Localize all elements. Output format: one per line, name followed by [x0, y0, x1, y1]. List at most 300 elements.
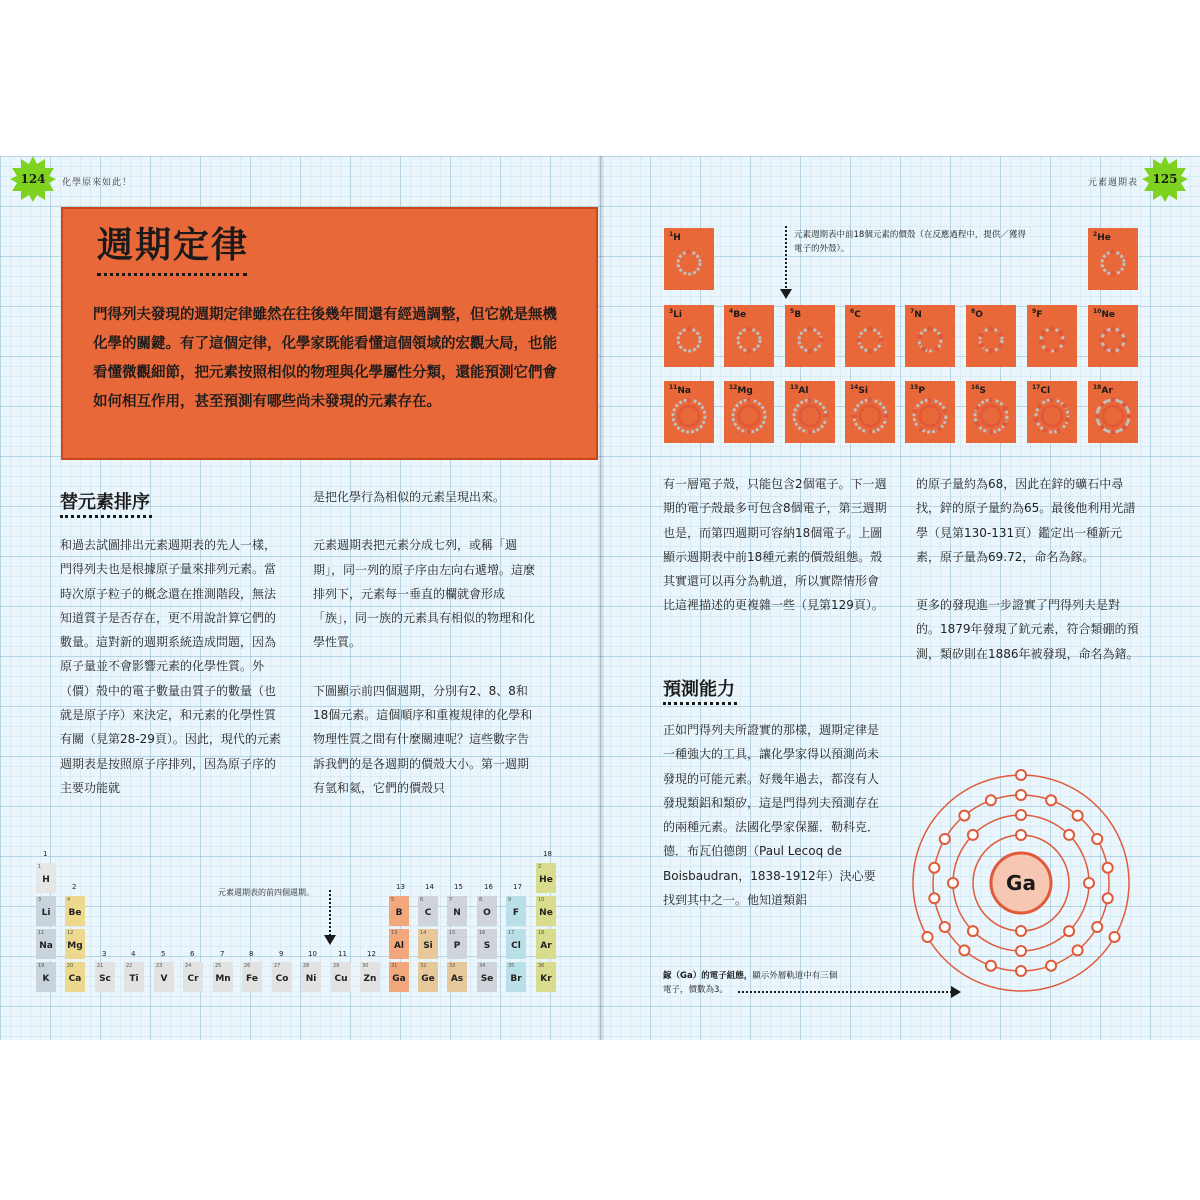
element-cell-mn — [213, 962, 233, 992]
element-symbol: Ar — [540, 941, 552, 951]
electron-dot — [1065, 417, 1070, 422]
ga-electron — [1064, 830, 1074, 840]
valence-shell-icon — [664, 238, 714, 288]
atomic-number: 4 — [67, 897, 71, 903]
electron-dot — [1099, 402, 1104, 407]
inner-shell — [920, 406, 940, 426]
element-symbol: He — [539, 875, 553, 885]
element-cell-f — [506, 896, 526, 926]
valence-shell-icon — [724, 391, 774, 441]
electron-dot — [1110, 429, 1115, 434]
electron-dot — [938, 334, 943, 339]
electron-dot — [867, 348, 872, 353]
electron-dot — [878, 337, 883, 342]
section-underline — [663, 702, 737, 705]
atomic-number: 17 — [508, 930, 515, 936]
col4-paragraph-1: 的原子量約為68，因此在鋅的礦石中尋找，鋅的原子量約為65。最後他利用光譜學（見第130-131頁）鑑定出一種新元素，原子量為69.72，命名為鎵。 — [916, 477, 1136, 564]
section-heading-prediction: 預測能力 — [663, 679, 735, 700]
table-annotation: 元素週期表的前四個週期。 — [218, 888, 314, 897]
ga-electron — [1016, 770, 1026, 780]
dotted-arrow-icon — [779, 226, 793, 300]
atomic-number: 30 — [362, 963, 369, 969]
element-cell-ga — [389, 962, 409, 992]
atomic-number: 12 — [67, 930, 74, 936]
electron-dot — [686, 326, 691, 331]
title-underline — [97, 273, 247, 276]
atomic-number: 27 — [274, 963, 281, 969]
valence-shell-icon — [724, 315, 774, 365]
atomic-number: 22 — [126, 963, 133, 969]
ga-electron — [1064, 926, 1074, 936]
electron-dot — [1062, 403, 1067, 408]
valence-card-symbol: $^{11}$Na — [669, 384, 691, 396]
text-column-2 — [313, 485, 538, 800]
group-number: 9 — [279, 950, 284, 958]
atomic-number: 25 — [215, 963, 222, 969]
atomic-number: 11 — [38, 930, 45, 936]
ga-electron — [1016, 946, 1026, 956]
group-number: 2 — [72, 883, 77, 891]
shell-annotation: 元素週期表中前18個元素的價殼（在反應過程中，提供／獲得電子的外殼）。 — [794, 230, 1026, 254]
electron-dot — [1122, 425, 1127, 430]
element-cell-na — [36, 929, 56, 959]
electron-dot — [1041, 331, 1046, 336]
element-symbol: Ca — [68, 974, 82, 984]
valence-shell-icon — [905, 391, 955, 441]
ga-electron — [929, 863, 939, 873]
element-symbol: C — [424, 908, 432, 918]
atomic-number: 8 — [479, 897, 483, 903]
group-number: 13 — [396, 883, 405, 891]
element-symbol: P — [453, 941, 461, 951]
atomic-number: 13 — [391, 930, 398, 936]
group-number: 18 — [543, 850, 552, 858]
valence-shell-icon — [905, 315, 955, 365]
element-symbol: H — [42, 875, 50, 885]
element-symbol: Si — [423, 941, 433, 951]
atomic-number: 9 — [508, 897, 512, 903]
valence-shell-icon — [1027, 391, 1077, 441]
element-symbol: As — [450, 974, 464, 984]
electron-dot — [1060, 340, 1065, 345]
element-cell-b — [389, 896, 409, 926]
electron-dot — [1045, 347, 1050, 352]
ga-electron — [1092, 922, 1102, 932]
text-column-3 — [663, 472, 887, 618]
valence-card-n — [905, 305, 955, 367]
atomic-number: 28 — [303, 963, 310, 969]
element-cell-ca — [65, 962, 85, 992]
ga-electron — [1103, 863, 1113, 873]
col4-paragraph-2: 更多的發現進一步證實了門得列夫是對的。1879年發現了鈧元素，符合類硼的預測，類矽則在1886年被發現，命名為鍺。 — [916, 598, 1139, 661]
element-symbol: Mn — [215, 974, 231, 984]
ga-electron — [986, 961, 996, 971]
element-cell-se — [477, 962, 497, 992]
element-cell-cu — [331, 962, 351, 992]
element-cell-mg — [65, 929, 85, 959]
atomic-number: 10 — [538, 897, 545, 903]
electron-dot — [1103, 345, 1108, 350]
ga-electron — [986, 795, 996, 805]
element-symbol: Li — [41, 908, 51, 918]
electron-dot — [1110, 348, 1115, 353]
group-number: 16 — [484, 883, 493, 891]
ga-electron — [1110, 932, 1120, 942]
valence-shell-icon — [1088, 315, 1138, 365]
element-cell-p — [447, 929, 467, 959]
valence-card-symbol: $^2$He — [1093, 231, 1111, 243]
valence-card-symbol: $^5$B — [790, 308, 802, 320]
ga-electron — [1103, 893, 1113, 903]
electron-dot — [818, 337, 823, 342]
inner-shell — [800, 406, 820, 426]
page-number-left: 124 — [20, 172, 46, 186]
group-number: 6 — [190, 950, 195, 958]
valence-card-symbol: $^{15}$P — [910, 384, 925, 396]
electron-dot — [921, 346, 926, 351]
group-number: 15 — [454, 883, 463, 891]
electron-dot — [1002, 421, 1007, 426]
inner-shell — [739, 406, 759, 426]
element-cell-al — [389, 929, 409, 959]
group-number: 1 — [43, 850, 48, 858]
valence-card-symbol: $^4$Be — [729, 308, 747, 320]
atomic-number: 23 — [156, 963, 163, 969]
valence-card-symbol: $^{13}$Al — [790, 384, 809, 396]
atomic-number: 5 — [391, 897, 395, 903]
valence-card-symbol: $^1$H — [669, 231, 681, 243]
electron-dot — [1049, 326, 1054, 331]
atomic-number: 21 — [97, 963, 104, 969]
valence-card-symbol: $^3$Li — [669, 308, 683, 320]
atomic-number: 15 — [449, 930, 456, 936]
element-cell-h — [36, 863, 56, 893]
electron-dot — [1094, 413, 1099, 418]
intro-box — [61, 207, 598, 460]
section-underline — [60, 515, 152, 518]
valence-card-o — [966, 305, 1016, 367]
ga-electron — [940, 834, 950, 844]
valence-card-na — [664, 381, 714, 443]
element-symbol: K — [42, 974, 50, 984]
element-symbol: Al — [393, 941, 405, 951]
electron-dot — [927, 326, 932, 331]
ga-electron — [1016, 830, 1026, 840]
electron-dot — [1002, 405, 1007, 410]
electron-dot — [1099, 425, 1104, 430]
electron-dot — [934, 346, 939, 351]
element-symbol: O — [483, 908, 491, 918]
atomic-number: 33 — [449, 963, 456, 969]
ga-electron — [948, 878, 958, 888]
element-cell-ge — [418, 962, 438, 992]
atomic-number: 20 — [67, 963, 74, 969]
valence-shell-icon — [785, 391, 835, 441]
electron-dot — [867, 429, 872, 434]
group-number: 17 — [513, 883, 522, 891]
valence-card-f — [1027, 305, 1077, 367]
valence-card-he — [1088, 228, 1138, 290]
page-title: 週期定律 — [97, 224, 250, 266]
inner-shell — [1042, 406, 1062, 426]
electron-dot — [746, 397, 751, 402]
page-number-right: 125 — [1152, 172, 1178, 186]
ga-electron — [929, 893, 939, 903]
element-cell-ar — [536, 929, 556, 959]
element-symbol: F — [512, 908, 520, 918]
atomic-number: 26 — [244, 963, 251, 969]
running-head-right: 元素週期表 — [1088, 178, 1139, 188]
group-number: 3 — [102, 950, 107, 958]
col2-paragraph-2: 元素週期表把元素分成七列，或稱「週期」，同一列的原子序由左向右遞增。這麼排列下，元素每一垂直的欄就會形成「族」，同一族的元素具有相似的物理和化學性質。 — [313, 538, 536, 650]
valence-shell-icon — [1027, 315, 1077, 365]
electron-dot — [807, 348, 812, 353]
text-column-4 — [916, 472, 1140, 666]
valence-shell-ring — [799, 329, 821, 351]
valence-card-ne — [1088, 305, 1138, 367]
col2-paragraph-3: 下圖顯示前四個週期，分別有2、8、8和18個元素。這個順序和重複規律的化學和物理性質之間有什麼關連呢？這些數字告訴我們的是各週期的價殼大小。第一週期有氫和氦，它們的價殼只 — [313, 683, 533, 795]
electron-dot — [988, 348, 993, 353]
valence-shell-icon — [785, 315, 835, 365]
electron-dot — [1110, 397, 1115, 402]
electron-dot — [1122, 402, 1127, 407]
ga-electron — [1073, 945, 1083, 955]
electron-dot — [856, 337, 861, 342]
electron-dot — [807, 326, 812, 331]
atomic-number: 19 — [38, 963, 45, 969]
electron-dot — [1110, 271, 1115, 276]
electron-dot — [1126, 413, 1131, 418]
col3b-paragraph: 正如門得列夫所證實的那樣，週期定律是一種強大的工具，讓化學家得以預測尚未發現的可能元素。好幾年過去，都沒有人發現類鋁和類矽，這是門得列夫預測存在的兩種元素。法國化學家保羅．勒科克．德．布瓦伯德朗（Paul Lecoq de Boisbaudran，1838-1912年）決心要找到其中之一。他知道類鋁 — [663, 723, 880, 908]
atomic-number: 24 — [185, 963, 192, 969]
inner-shell — [1103, 406, 1123, 426]
electron-dot — [1121, 337, 1126, 342]
valence-shell-ring — [980, 329, 1002, 351]
element-cell-be — [65, 896, 85, 926]
valence-card-symbol: $^{17}$Cl — [1032, 384, 1051, 396]
valence-card-be — [724, 305, 774, 367]
ga-electron — [1046, 961, 1056, 971]
element-symbol: Ga — [392, 974, 406, 984]
valence-card-s — [966, 381, 1016, 443]
valence-card-c — [845, 305, 895, 367]
electron-dot — [975, 421, 980, 426]
element-cell-co — [272, 962, 292, 992]
text-column-1 — [60, 533, 285, 800]
col2-paragraph-1: 是把化學行為相似的元素呈現出來。 — [313, 490, 506, 504]
text-column-3b — [663, 718, 887, 912]
element-symbol: Na — [39, 941, 53, 951]
electron-dot — [918, 426, 923, 431]
element-cell-li — [36, 896, 56, 926]
element-cell-cl — [506, 929, 526, 959]
running-head-left: 化學原來如此！ — [62, 178, 133, 188]
atomic-number: 36 — [538, 963, 545, 969]
element-cell-ti — [124, 962, 144, 992]
atomic-number: 32 — [420, 963, 427, 969]
valence-shell-ring — [678, 329, 700, 351]
valence-shell-ring — [738, 329, 760, 351]
element-symbol: Ti — [129, 974, 139, 984]
electron-dot — [1103, 330, 1108, 335]
atomic-number: 3 — [38, 897, 42, 903]
atomic-number: 34 — [479, 963, 486, 969]
element-cell-sc — [95, 962, 115, 992]
electron-dot — [1110, 249, 1115, 254]
element-cell-n — [447, 896, 467, 926]
ga-electron — [1016, 926, 1026, 936]
element-symbol: Mg — [67, 941, 83, 951]
atomic-number: 7 — [449, 897, 453, 903]
electron-dot — [1049, 397, 1054, 402]
electron-dot — [1034, 417, 1039, 422]
ga-caption-bold: 鎵（Ga）的電子組態， — [663, 971, 753, 981]
electron-dot — [912, 409, 917, 414]
group-number: 10 — [308, 950, 317, 958]
ga-electron — [1073, 811, 1083, 821]
gallium-atom-diagram — [908, 764, 1134, 1002]
element-cell-s — [477, 929, 497, 959]
electron-dot — [998, 343, 1003, 348]
ga-symbol: Ga — [1006, 871, 1036, 895]
element-symbol: B — [395, 908, 403, 918]
element-cell-he — [536, 863, 556, 893]
electron-dot — [1054, 347, 1059, 352]
element-cell-fe — [242, 962, 262, 992]
valence-shell-icon — [1088, 391, 1138, 441]
page-number-badge-right — [1142, 156, 1188, 202]
electron-dot — [686, 397, 691, 402]
element-cell-o — [477, 896, 497, 926]
valence-shell-icon — [845, 391, 895, 441]
element-cell-cr — [183, 962, 203, 992]
electron-dot — [1099, 337, 1104, 342]
col1-paragraph: 和過去試圖排出元素週期表的先人一樣，門得列夫也是根據原子量來排列元素。當時次原子粒子的概念還在推測階段，無法知道質子是否存在，更不用說計算它們的數量。這對新的週期系統造成問題，因為原子量並不會影響元素的化學性質。外（價）殼中的電子數量由質子的數量（也就是原子序）來決定，和元素的化學性質有關（見第28-29頁）。因此，現代的元素週期表是按照原子序排列，因為原子序的主要功能就 — [60, 538, 281, 795]
electron-dot — [979, 343, 984, 348]
electron-dot — [807, 429, 812, 434]
electron-dot — [927, 397, 932, 402]
col3-paragraph: 有一層電子殼，只能包含2個電子。下一週期的電子殼最多可包含8個電子，第三週期也是，而第四週期可容納18個電子。上圖顯示週期表中前18種元素的價殼組態。殼其實還可以再分為軌道，所以實際情形會比這裡描述的更複雜一些（見第129頁）。 — [663, 477, 887, 613]
page-number-badge-left — [10, 156, 56, 202]
valence-card-mg — [724, 381, 774, 443]
valence-shell-ring — [1102, 252, 1124, 274]
element-symbol: Ni — [305, 974, 317, 984]
element-cell-as — [447, 962, 467, 992]
electron-dot — [1118, 345, 1123, 350]
ga-caption-line2: 電子，價數為3。 — [663, 985, 728, 995]
element-symbol: Kr — [540, 974, 552, 984]
valence-shell-icon — [845, 315, 895, 365]
intro-text: 門得列夫發現的週期定律雖然在往後幾年間還有經過調整，但它就是無機化學的關鍵。有了這個定律，化學家既能看懂這個領域的宏觀大局，也能看懂微觀細節，把元素按照相似的物理與化學屬性分類，還能預測它們會如何相互作用，甚至預測有哪些尚未發現的元素存在。 — [93, 307, 557, 410]
dotted-arrow-icon — [323, 890, 337, 946]
electron-dot — [746, 326, 751, 331]
group-number: 7 — [220, 950, 225, 958]
element-symbol: Cu — [334, 974, 348, 984]
ga-electron — [1016, 810, 1026, 820]
element-symbol: V — [160, 974, 168, 984]
valence-card-symbol: $^6$C — [850, 308, 861, 320]
electron-dot — [867, 397, 872, 402]
element-symbol: Ge — [421, 974, 435, 984]
element-cell-k — [36, 962, 56, 992]
inner-shell — [981, 406, 1001, 426]
valence-card-symbol: $^{12}$Mg — [729, 384, 753, 396]
electron-dot — [917, 334, 922, 339]
ga-electron — [1016, 790, 1026, 800]
atomic-number: 14 — [420, 930, 427, 936]
element-symbol: Se — [480, 974, 494, 984]
valence-card-symbol: $^7$N — [910, 308, 922, 320]
electron-dot — [1056, 428, 1061, 433]
ga-electron — [923, 932, 933, 942]
element-symbol: Be — [68, 908, 82, 918]
element-symbol: Zn — [363, 974, 377, 984]
electron-dot — [823, 413, 828, 418]
valence-card-cl — [1027, 381, 1077, 443]
electron-dot — [988, 429, 993, 434]
atomic-number: 29 — [333, 963, 340, 969]
valence-card-symbol: $^{10}$Ne — [1093, 308, 1115, 320]
valence-card-symbol: $^{18}$Ar — [1093, 384, 1113, 396]
electron-dot — [746, 348, 751, 353]
element-symbol: Cr — [187, 974, 199, 984]
group-number: 12 — [367, 950, 376, 958]
electron-dot — [746, 429, 751, 434]
inner-shell — [860, 406, 880, 426]
element-cell-ne — [536, 896, 556, 926]
element-cell-kr — [536, 962, 556, 992]
valence-card-p — [905, 381, 955, 443]
ga-electron — [968, 830, 978, 840]
group-number: 4 — [131, 950, 136, 958]
group-number: 5 — [161, 950, 166, 958]
element-symbol: Ne — [539, 908, 553, 918]
valence-shell-icon — [664, 391, 714, 441]
element-cell-ni — [301, 962, 321, 992]
electron-dot — [1043, 428, 1048, 433]
valence-card-h — [664, 228, 714, 290]
element-symbol: Fe — [246, 974, 258, 984]
atomic-number: 35 — [508, 963, 515, 969]
atomic-number: 1 — [38, 864, 42, 870]
valence-shell-icon — [1088, 238, 1138, 288]
electron-dot — [988, 326, 993, 331]
electron-dot — [988, 397, 993, 402]
electron-dot — [851, 413, 856, 418]
element-cell-v — [154, 962, 174, 992]
valence-card-ar — [1088, 381, 1138, 443]
ga-electron — [959, 945, 969, 955]
electron-dot — [883, 413, 888, 418]
electron-dot — [807, 397, 812, 402]
element-symbol: S — [483, 941, 491, 951]
atomic-number: 18 — [538, 930, 545, 936]
valence-card-li — [664, 305, 714, 367]
ga-electron — [1092, 834, 1102, 844]
element-symbol: Sc — [99, 974, 111, 984]
electron-dot — [1058, 331, 1063, 336]
ga-electron — [968, 926, 978, 936]
element-cell-br — [506, 962, 526, 992]
element-cell-si — [418, 929, 438, 959]
valence-shell-icon — [966, 391, 1016, 441]
valence-card-si — [845, 381, 895, 443]
electron-dot — [1118, 330, 1123, 335]
valence-card-symbol: $^{14}$Si — [850, 384, 868, 396]
element-symbol: N — [453, 908, 461, 918]
element-symbol: Co — [275, 974, 289, 984]
electron-dot — [1110, 326, 1115, 331]
